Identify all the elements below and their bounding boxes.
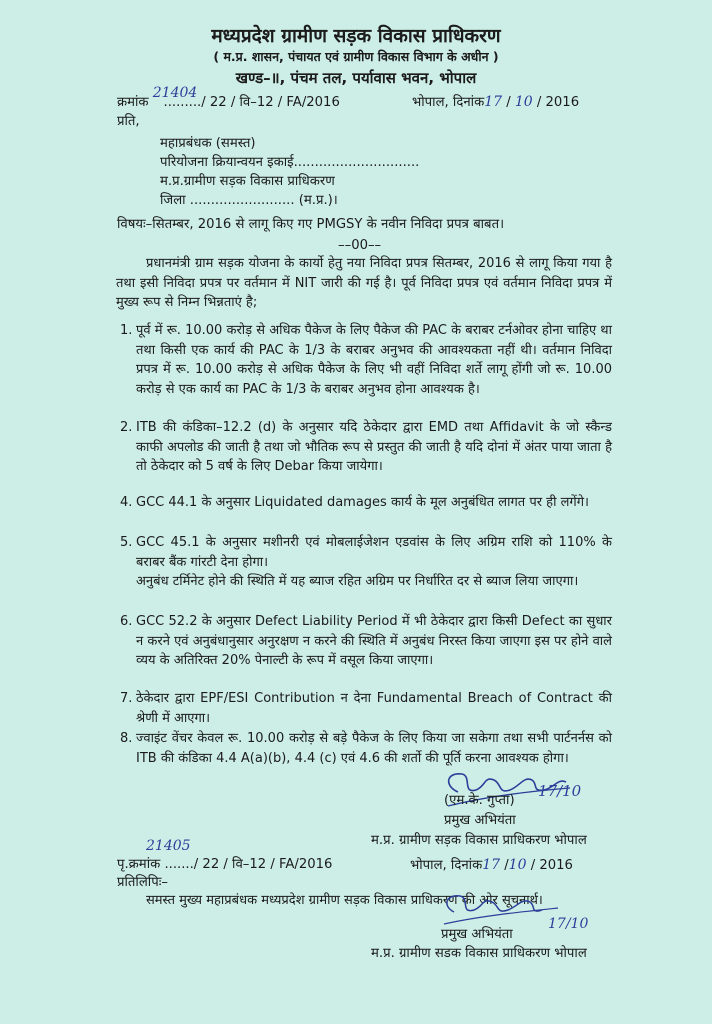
copy-label: प्रतिलिपिः– — [117, 875, 168, 890]
ref-date: भोपाल, दिनांक17 / 10 / 2016 — [412, 94, 580, 110]
intro-paragraph: प्रधानमंत्री ग्राम सड़क योजना के कार्यो हेतु नया निविदा प्रपत्र सितम्बर, 2016 से लागू किया गया है तथा इसी निविदा प्रपत्र पर वर्तमान में NIT जारी की गई है। पूर्व निविदा प्रपत्र एवं वर्तमान निविदा प्रपत्र में मुख्य रूप से निम्न भिन्नताएं है; — [116, 256, 612, 310]
item-number: 8. — [120, 731, 133, 746]
signatory-name: (एम.के. गुप्ता) — [444, 793, 515, 808]
endorsement-ref — [117, 855, 332, 875]
item-text: GCC 44.1 के अनुसार Liquidated damages कार्य के मूल अनुबंधित लागत पर ही लगेंगे। — [136, 495, 589, 510]
item-text: ज्वाइंट वेंचर केवल रू. 10.00 करोड़ से बड़े पैकेज के लिए किया जा सकेगा तथा सभी पार्टनर्नस को ITB की कंडिका 4.4 A(a)(b), 4.4 (c) एवं 4.6 की शर्तो की पूर्ति करना आवश्यक होगा। — [136, 731, 612, 766]
separator: ––00–– — [338, 238, 382, 253]
signature-date-handwritten: 17/10 — [538, 782, 582, 800]
to-label: प्रति, — [117, 114, 140, 129]
signatory-office: म.प्र. ग्रामीण सड़क विकास प्राधिकरण भोपाल — [371, 833, 587, 848]
ref-day-handwritten: 17 — [484, 94, 503, 110]
ref-number-handwritten: 21404 — [152, 85, 198, 101]
endorsement-number-handwritten: 21405 — [146, 838, 191, 854]
ref-label: क्रमांक — [117, 95, 149, 110]
item-text: GCC 45.1 के अनुसार मशीनरी एवं मोबलाईजेशन एडवांस के लिए अग्रिम राशि को 110% के बराबर बैंक गांरटी देना होगा। — [136, 535, 612, 570]
signatory-designation: प्रमुख अभियंता — [444, 813, 516, 828]
endorsement-date-label: भोपाल, दिनांक — [410, 858, 483, 873]
org-address: खण्ड–॥, पंचम तल, पर्यावास भवन, भोपाल — [235, 69, 477, 87]
endorsement-month-handwritten: 10 — [508, 857, 527, 873]
ref-code: ........./ 22 / वि–12 / FA/2016 — [163, 95, 340, 110]
ref-date-label: भोपाल, दिनांक — [412, 95, 485, 110]
endorsement-day-handwritten: 17 — [482, 857, 501, 873]
item-text: ITB की कंडिका–12.2 (d) के अनुसार यदि ठेकेदार द्वारा EMD तथा Affidavit के जो स्कैन्ड काफी अपलोड की जाती है तथा जो भौतिक रूप से प्रस्तुत की जाती है यदि दोनां में अंतर पाया जाता है तो ठेकेदार को 5 वर्ष के लिए Debar किया जायेगा। — [136, 420, 612, 474]
item-text-continued: अनुबंध टर्मिनेट होने की स्थिति में यह ब्याज रहित अग्रिम पर निर्धारित दर से ब्याज लिया जाएगा। — [136, 574, 579, 589]
item-number: 2. — [120, 420, 133, 435]
endorsement-label: पृ.क्रमांक — [117, 857, 161, 872]
ref-month-handwritten: 10 — [514, 94, 533, 110]
endorsement-year: / 2016 — [530, 858, 573, 873]
item-text: GCC 52.2 के अनुसार Defect Liability Period में भी ठेकेदार द्वारा किसी Defect का सुधार न करने एवं अनुबंधानुसार अनुरक्षण न करने की स्थिति में अनुबंध निरस्त किया जाएगा इस पर होने वाले व्यय के अतिरिक्त 20% पेनाल्टी के रूप में वसूल किया जाएगा। — [136, 614, 612, 668]
to-line-3: म.प्र.ग्रामीण सड़क विकास प्राधिकरण — [160, 174, 335, 189]
item-text: ठेकेदार द्वारा EPF/ESI Contribution न देना Fundamental Breach of Contract की श्रेणी में आएगा। — [136, 691, 612, 726]
ref-line — [117, 85, 340, 113]
item-number: 1. — [120, 323, 133, 338]
endorsement-code: ......./ 22 / वि–12 / FA/2016 — [164, 857, 333, 872]
to-line-4: जिला ......................... (म.प्र.)। — [160, 193, 338, 208]
org-subtitle: ( म.प्र. शासन, पंचायत एवं ग्रामीण विकास विभाग के अधीन ) — [213, 49, 499, 64]
to-line-1: महाप्रबंधक (समस्त) — [160, 136, 256, 151]
to-line-2: परियोजना क्रियान्वयन इकाई.............................. — [160, 155, 420, 170]
item-number: 7. — [120, 691, 133, 706]
signature2-date-handwritten: 17/10 — [548, 916, 589, 932]
subject-line: विषयः–सितम्बर, 2016 से लागू किए गए PMGSY के नवीन निविदा प्रपत्र बाबत। — [117, 217, 505, 232]
item-number: 4. — [120, 495, 133, 510]
ref-year: / 2016 — [536, 95, 580, 110]
signatory2-office: म.प्र. ग्रामीण सडक विकास प्राधिकरण भोपाल — [371, 946, 587, 961]
endorsement-date: भोपाल, दिनांक17 /10 / 2016 — [410, 857, 573, 873]
copy-text: समस्त मुख्य महाप्रबंधक मध्यप्रदेश ग्रामीण सड़क विकास प्राधिकरण की ओर सूचनार्थ। — [146, 893, 543, 908]
org-title: मध्यप्रदेश ग्रामीण सड़क विकास प्राधिकरण — [211, 25, 501, 47]
signatory2-designation: प्रमुख अभियंता — [441, 927, 513, 942]
item-number: 6. — [120, 614, 133, 629]
item-text: पूर्व में रू. 10.00 करोड़ से अधिक पैकेज के लिए पैकेज की PAC के बराबर टर्नओवर होना चाहिए था तथा किसी एक कार्य की PAC के 1/3 के बराबर अनुभव की आवश्यकता नहीं थी। वर्तमान निविदा प्रपत्र में रू. 10.00 करोड़ से अधिक पैकेज के लिए भी वहीं निविदा शर्ते लागू होंगी जो रू. 10.00 करोड़ से एक कार्य का PAC के 1/3 के बराबर अनुभव होना आवश्यक है। — [136, 323, 612, 397]
item-number: 5. — [120, 535, 133, 550]
